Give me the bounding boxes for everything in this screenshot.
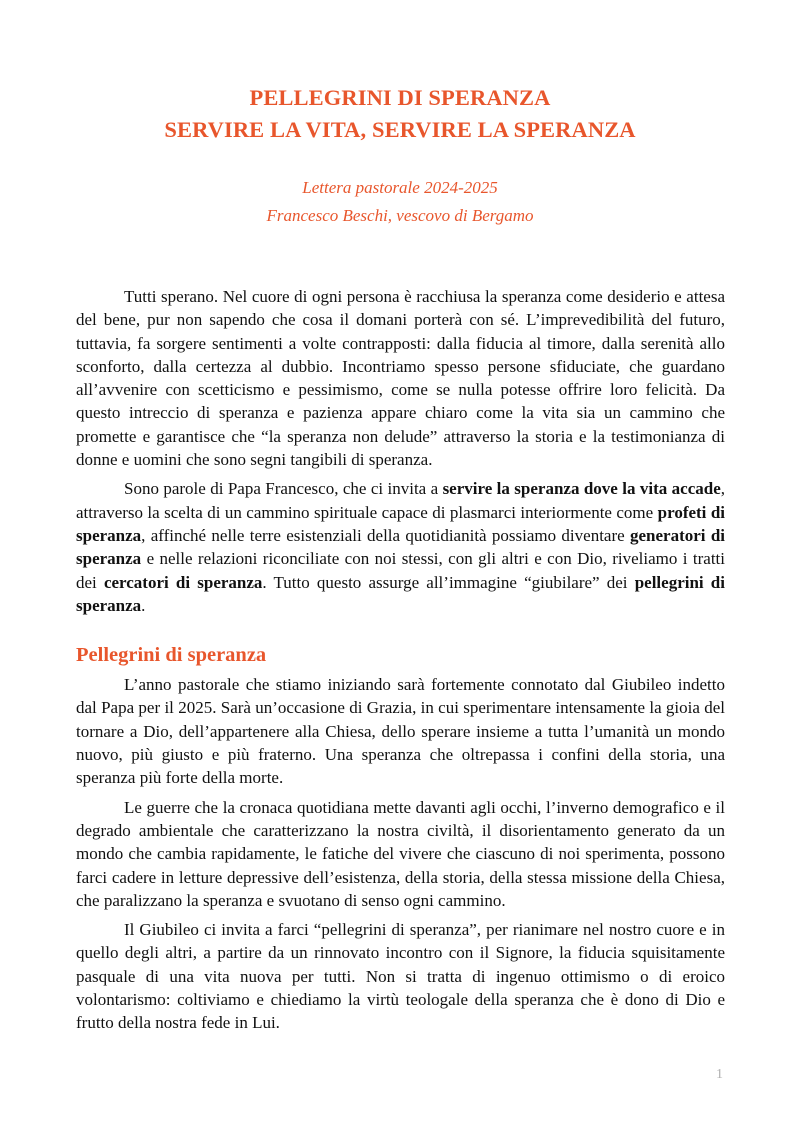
section-paragraph-3: Il Giubileo ci invita a farci “pellegrini di speranza”, per rianimare nel nostro cuore e in quello degli altri, a partire da un rinnovato incontro con il Signore, la fiducia squisitamente pasquale di una vita nuova per tutti. Non si tratta di ingenuo ottimismo o di eroico volontarismo: coltiviamo e chiediamo la virtù teologale della speranza che è dono di Dio e frutto della nostra fede in Lui.: [76, 920, 725, 1033]
main-title: PELLEGRINI DI SPERANZA: [249, 85, 551, 110]
author-line: Francesco Beschi, vescovo di Bergamo: [266, 206, 534, 225]
bold-phrase: generatori di speranza: [76, 525, 725, 569]
bold-phrase: servire la speranza dove la vita accade: [442, 479, 721, 499]
body-content: [76, 285, 725, 1041]
text-run: , affinché nelle terre esistenziali della quotidianità possiamo diventare: [141, 525, 630, 545]
text-run: .: [141, 595, 146, 615]
text-run: Sono parole di Papa Francesco, che ci invita a: [124, 479, 443, 499]
bold-phrase: cercatori di speranza: [103, 572, 263, 592]
text-run: . Tutto questo assurge all’immagine “giubilare” dei: [262, 572, 635, 592]
bold-phrase: pellegrini di speranza: [76, 572, 725, 615]
main-subtitle: SERVIRE LA VITA, SERVIRE LA SPERANZA: [164, 117, 636, 142]
page-number: 1: [716, 1067, 723, 1082]
bold-phrase: profeti di speranza: [76, 502, 725, 545]
text-run: , attraverso la scelta di un cammino spirituale capace di plasmarci interiormente come: [76, 479, 725, 522]
byline-block: [0, 174, 800, 230]
title-block: [0, 82, 800, 146]
intro-paragraph-2: [76, 477, 725, 617]
intro-paragraph-1: Tutti sperano. Nel cuore di ogni persona è racchiusa la speranza come desiderio e attesa del bene, pur non sapendo che cosa il domani porterà con sé. L’imprevedibilità del futuro, tuttavia, fa sorgere sentimenti a volte contrapposti: dalla fiducia al timore, dalla serenità allo sconforto, dalla certezza al dubbio. Incontriamo spesso persone sfiduciate, che guardano all’avvenire con scetticismo e pessimismo, come se nulla potesse offrire loro felicità. Da questo intreccio di speranza e pazienza appare chiaro come la vita sia un cammino che promette e garantisce che “la speranza non delude” attraverso la storia e la testimonianza di donne e uomini che sono segni tangibili di speranza.: [76, 287, 725, 470]
text-run: e nelle relazioni riconciliate con noi stessi, con gli altri e con Dio, riveliamo i tratti dei: [76, 549, 725, 592]
section-heading: Pellegrini di speranza: [76, 644, 267, 667]
letter-type: Lettera pastorale 2024-2025: [302, 178, 498, 197]
section-paragraph-2: Le guerre che la cronaca quotidiana mette davanti agli occhi, l’inverno demografico e il degrado ambientale che caratterizzano la nostra civiltà, il disorientamento generato da un mondo che cambia rapidamente, le fatiche del vivere che ciascuno di noi sperimenta, possono farci cadere in letture depressive dell’esistenza, della storia, della stessa missione della Chiesa, che paralizzano la speranza e svuotano di senso ogni cammino.: [76, 797, 725, 910]
section-paragraph-1: L’anno pastorale che stiamo iniziando sarà fortemente connotato dal Giubileo indetto dal Papa per il 2025. Sarà un’occasione di Grazia, in cui sperimentare intensamente la gioia del tornare a Dio, dell’appartenere alla Chiesa, dello sperare insieme a tutta l’umanità un mondo nuovo, più giusto e più fraterno. Una speranza che oltrepassa i confini della storia, una speranza più forte della morte.: [76, 675, 725, 788]
